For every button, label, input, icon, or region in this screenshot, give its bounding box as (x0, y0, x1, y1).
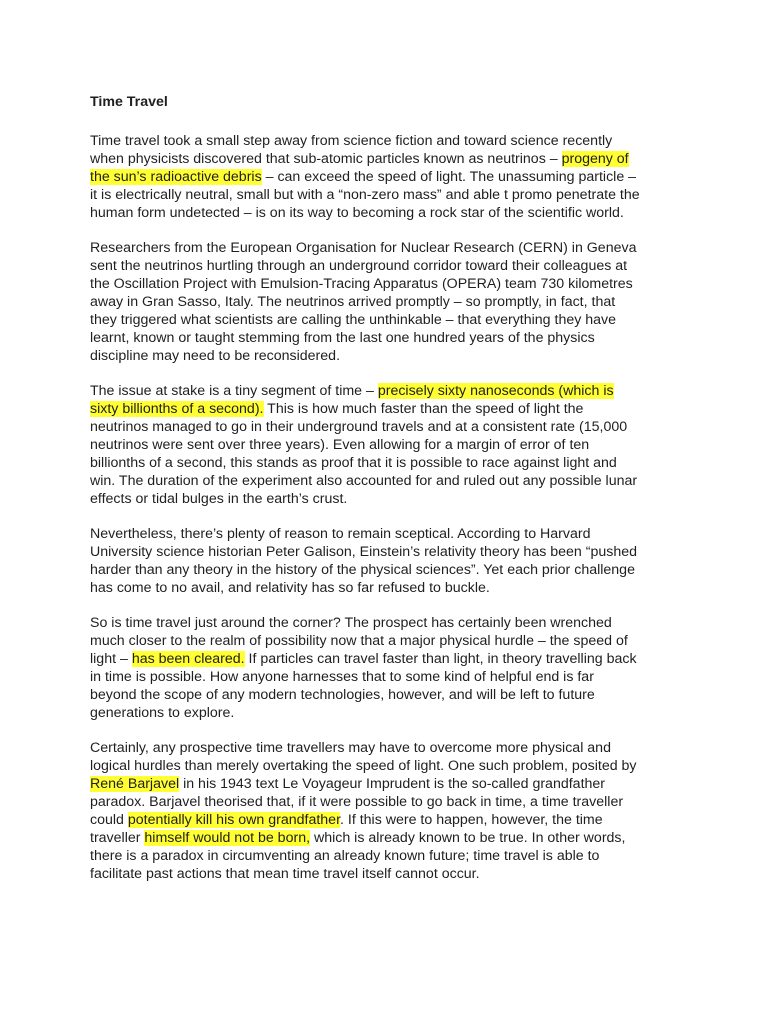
highlighted-text: himself would not be born, (144, 830, 311, 846)
highlighted-text: has been cleared. (131, 651, 245, 667)
highlighted-text: René Barjavel (90, 776, 180, 792)
paragraph-2 (90, 239, 680, 365)
text-run: Researchers from the European Organisation for Nuclear Research (CERN) in Geneva sent the neutrinos hurtling through an underground corridor toward their colleagues at the Oscillation Project with Emulsion-Tracing Apparatus (OPERA) team 730 kilometres away in Gran Sasso, Italy. The neutrinos arrived promptly – so promptly, in fact, that they triggered what scientists are calling the unthinkable – that everything they have learnt, known or taught stemming from the last one hundred years of the physics discipline may need to be reconsidered. (90, 240, 637, 364)
highlighted-text: precisely sixty nanoseconds (which is sixty billionths of a second). (90, 383, 614, 417)
text-run: The issue at stake is a tiny segment of time – (90, 383, 378, 399)
highlighted-text: potentially kill his own grandfather (127, 812, 341, 828)
paragraph-5 (90, 614, 680, 722)
text-run: Time travel took a small step away from science fiction and toward science recently when physicists discovered that sub-atomic particles known as neutrinos – (90, 133, 613, 167)
paragraph-6 (90, 739, 680, 883)
text-run: If particles can travel faster than light, in theory travelling back in time is possible. How anyone harnesses that to some kind of helpful end is far beyond the scope of any modern technologies, however, and will be left to future generations to explore. (90, 651, 637, 721)
paragraph-4 (90, 525, 680, 597)
highlighted-text: progeny of the sun’s radioactive debris (90, 151, 629, 185)
text-run: So is time travel just around the corner? The prospect has certainly been wrenched much closer to the realm of possibility now that a major physical hurdle – the speed of light – (90, 615, 628, 667)
text-run: . If this were to happen, however, the time traveller (90, 812, 603, 846)
text-run: Nevertheless, there’s plenty of reason to remain sceptical. According to Harvard University science historian Peter Galison, Einstein’s relativity theory has been “pushed harder than any theory in the history of the physical sciences”. Yet each prior challenge has come to no avail, and relativity has so far refused to buckle. (90, 526, 638, 596)
paragraph-1 (90, 132, 680, 222)
text-run: in his 1943 text Le Voyageur Imprudent is the so-called grandfather paradox. Barjavel theorised that, if it were possible to go back in time, a time traveller could (90, 776, 624, 828)
document-body (90, 93, 680, 900)
text-run: Certainly, any prospective time travellers may have to overcome more physical and logical hurdles than merely overtaking the speed of light. One such problem, posited by (90, 740, 637, 774)
document-title: Time Travel (90, 94, 168, 110)
text-run: This is how much faster than the speed of light the neutrinos managed to go in their underground travels and at a consistent rate (15,000 neutrinos were sent over three years). Even allowing for a margin of error of ten billionths of a second, this stands as proof that it is possible to race against light and win. The duration of the experiment also accounted for and ruled out any possible lunar effects or tidal bulges in the earth’s crust. (90, 401, 638, 507)
text-run: – can exceed the speed of light. The unassuming particle – it is electrically neutral, small but with a “non-zero mass” and able t promo penetrate the human form undetected – is on its way to becoming a rock star of the scientific world. (90, 169, 640, 221)
paragraph-3 (90, 382, 680, 508)
text-run: which is already known to be true. In other words, there is a paradox in circumventing an already known future; time travel is able to facilitate past actions that mean time travel itself cannot occur. (90, 830, 626, 882)
